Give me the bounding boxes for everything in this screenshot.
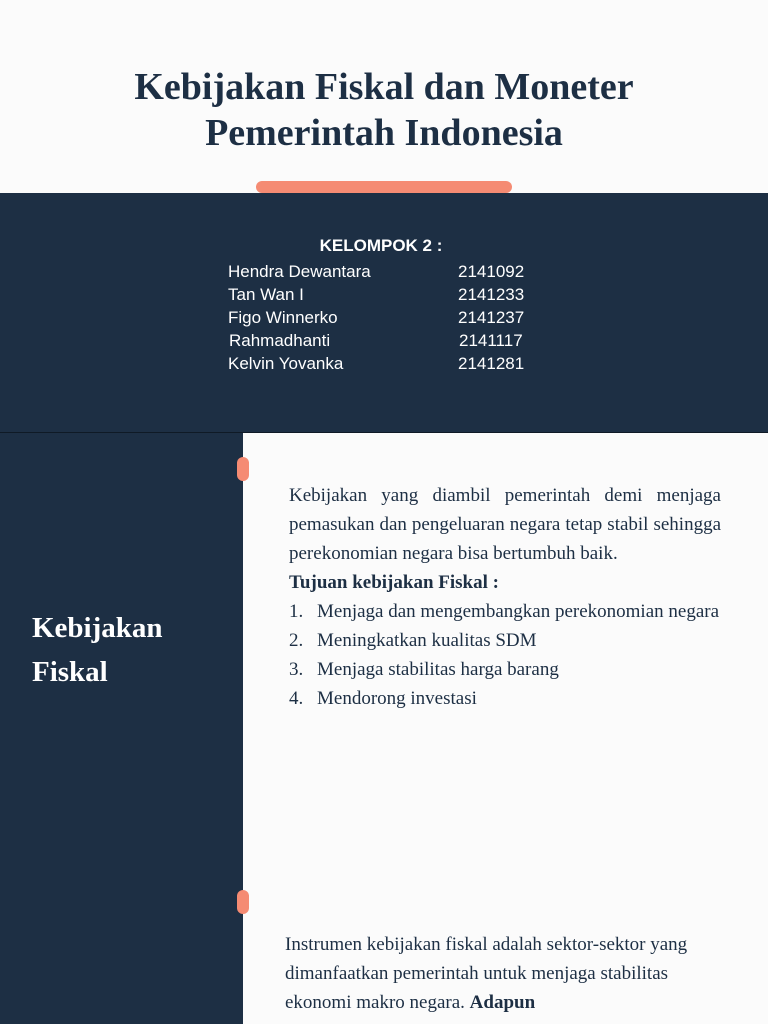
list-number: 1. — [289, 601, 304, 622]
group-heading: KELOMPOK 2 : — [319, 236, 443, 255]
title-line-1: Kebijakan Fiskal dan Moneter — [134, 66, 634, 108]
instrument-paragraph — [285, 930, 725, 1017]
list-number: 2. — [289, 630, 304, 651]
member-name: Tan Wan I — [228, 285, 304, 304]
member-id: 2141237 — [458, 308, 525, 327]
section-sidebar — [0, 433, 243, 1024]
member-name: Figo Winnerko — [228, 308, 338, 327]
list-text: Meningkatkan kualitas SDM — [317, 630, 537, 651]
instrument-bold-text: Adapun — [469, 992, 536, 1013]
list-text: Menjaga stabilitas harga barang — [317, 659, 559, 680]
list-item — [289, 655, 721, 684]
member-id: 2141092 — [458, 262, 525, 281]
member-name: Kelvin Yovanka — [228, 354, 344, 373]
list-number: 3. — [289, 659, 304, 680]
member-id: 2141233 — [458, 285, 525, 304]
page-title — [0, 64, 768, 156]
list-item — [289, 597, 721, 626]
section-title — [32, 606, 163, 694]
member-id: 2141281 — [458, 354, 525, 373]
section-title-line-1: Kebijakan — [32, 612, 163, 644]
accent-pill — [237, 890, 249, 914]
list-text: Mendorong investasi — [317, 688, 477, 709]
instrument-text: Instrumen kebijakan fiskal adalah sektor-sektor yang dimanfaatkan pemerintah untuk menjaga stabilitas ekonomi makro negara. — [285, 934, 688, 1013]
title-line-2: Pemerintah Indonesia — [205, 112, 563, 154]
list-number: 4. — [289, 688, 304, 709]
accent-bar — [256, 181, 512, 193]
section-title-line-2: Fiskal — [32, 656, 108, 688]
member-name: Hendra Dewantara — [228, 262, 371, 281]
list-item — [289, 684, 721, 713]
group-band — [0, 193, 768, 432]
section-content — [289, 481, 721, 713]
goals-heading: Tujuan kebijakan Fiskal : — [289, 572, 499, 593]
member-id: 2141117 — [459, 331, 523, 350]
list-text: Menjaga dan mengembangkan perekonomian negara — [317, 601, 720, 622]
goals-list — [289, 597, 721, 713]
list-item — [289, 626, 721, 655]
member-name: Rahmadhanti — [229, 331, 331, 350]
section-description: Kebijakan yang diambil pemerintah demi menjaga pemasukan dan pengeluaran negara tetap stabil sehingga perekonomian negara bisa bertumbuh baik. — [289, 485, 721, 564]
accent-pill — [237, 457, 249, 481]
